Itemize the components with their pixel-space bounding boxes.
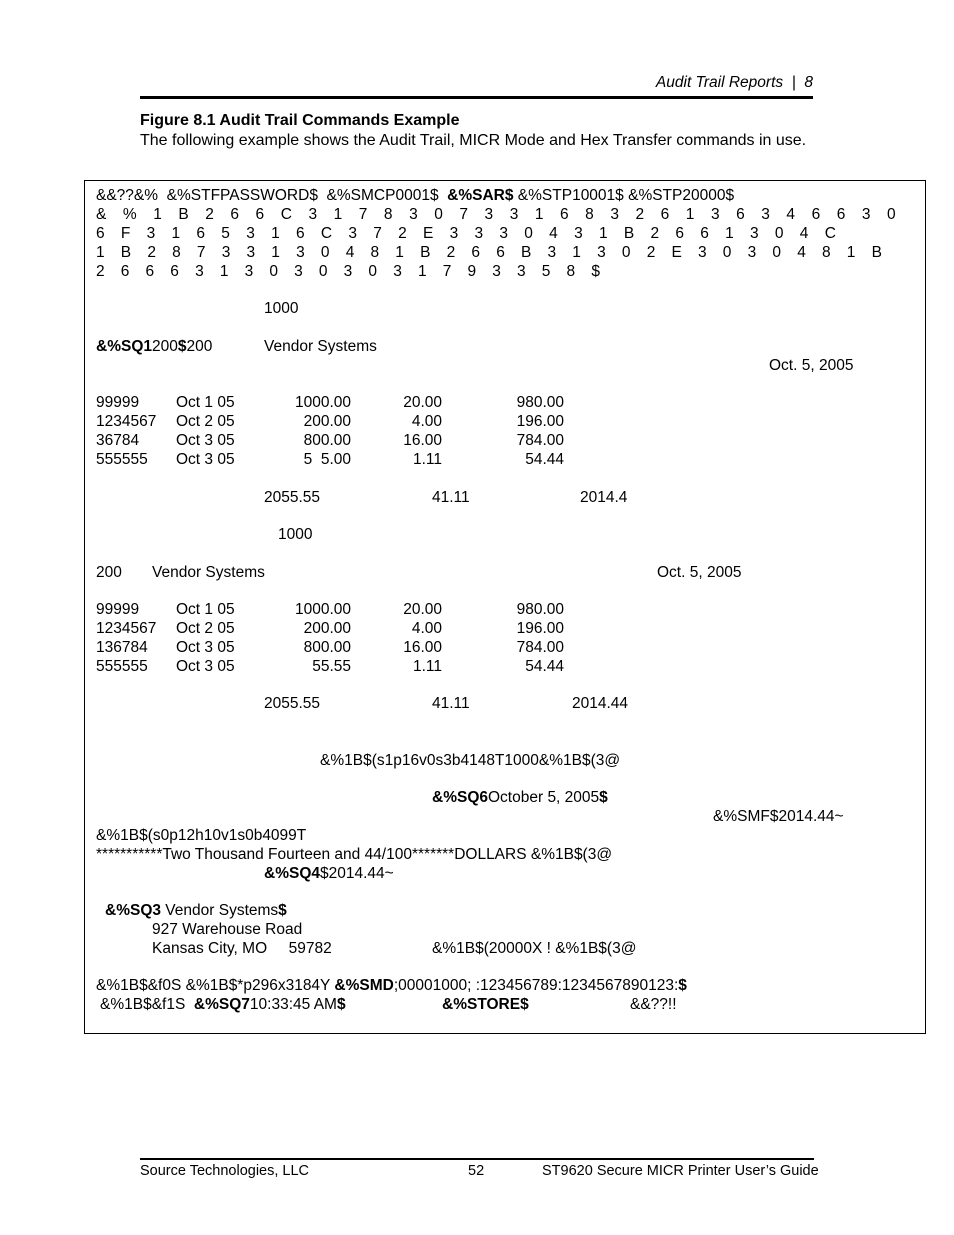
hex-row <box>96 262 600 281</box>
vendor-name: Vendor Systems <box>264 338 377 355</box>
hex-char: 0 <box>434 206 443 223</box>
hex-char: 3 <box>244 263 254 280</box>
hex-char: 1 <box>572 244 581 261</box>
hex-char: 3 <box>492 263 501 280</box>
hex-char: 1 <box>725 225 734 242</box>
hex-char: 6 <box>230 206 240 223</box>
hex-char: 3 <box>449 225 459 242</box>
hex-char: 6 <box>170 263 179 280</box>
hex-char: 5 <box>221 225 230 242</box>
hex-char: 1 <box>685 206 695 223</box>
hex-char: 3 <box>393 263 402 280</box>
store-command: &%STORE$ <box>442 996 529 1013</box>
table-cell: 99999 <box>96 601 140 618</box>
hex-char: 6 <box>471 244 481 261</box>
hex-char: 2 <box>650 225 660 242</box>
hex-char: 3 <box>761 206 770 223</box>
table-cell: Oct 1 05 <box>176 601 235 618</box>
table-cell: 99999 <box>96 394 140 411</box>
hex-char: 1 <box>96 244 105 261</box>
hex-char: 8 <box>566 263 576 280</box>
hex-char: 1 <box>395 244 404 261</box>
hex-char: 4 <box>799 225 809 242</box>
hex-char: 3 <box>484 206 494 223</box>
hex-char: B <box>623 225 635 242</box>
total-net: 2014.4 <box>580 489 628 506</box>
hex-char: 6 <box>660 206 670 223</box>
hex-char: B <box>420 244 431 261</box>
smf-command: &%SMF$2014.44~ <box>713 808 844 825</box>
hex-row <box>96 243 882 262</box>
hex-char: 3 <box>308 206 318 223</box>
footer-guide-title: ST9620 Secure MICR Printer User’s Guide <box>542 1163 819 1179</box>
hex-char: 3 <box>698 244 707 261</box>
smd-command: &%1B$&f0S &%1B$*p296x3184Y &%SMD;00001000; :123456789:1234567890123:$ <box>96 977 687 994</box>
hex-char: 0 <box>621 244 631 261</box>
total-net: 2014.44 <box>572 695 629 712</box>
table-cell: 200.00 <box>303 620 351 637</box>
hex-char: 1 <box>271 225 280 242</box>
hex-char: 1 <box>271 244 280 261</box>
hex-char: 0 <box>524 225 533 242</box>
hex-char: 3 <box>474 225 484 242</box>
total-discount: 41.11 <box>432 695 470 712</box>
hex-char: 3 <box>146 225 156 242</box>
table-cell: 4.00 <box>411 620 442 637</box>
hex-char: 3 <box>195 263 204 280</box>
hex-char: 0 <box>320 244 330 261</box>
table-cell: 136784 <box>96 639 148 656</box>
hex-char: E <box>671 244 682 261</box>
hex-char: 8 <box>821 244 831 261</box>
hex-char: 2 <box>147 244 156 261</box>
hex-char: 6 <box>496 244 505 261</box>
table-cell: 1234567 <box>96 620 157 637</box>
hex-char: 1 <box>534 206 544 223</box>
table-cell: 16.00 <box>403 639 442 656</box>
table-cell: 4.00 <box>411 413 442 430</box>
hex-char: B <box>520 244 532 261</box>
hex-char: 6 <box>836 206 846 223</box>
hex-char: 6 <box>560 206 569 223</box>
hex-char: 7 <box>459 206 468 223</box>
table-cell: Oct 3 05 <box>176 639 235 656</box>
table-cell: 20.00 <box>403 601 442 618</box>
footer-company: Source Technologies, LLC <box>140 1163 310 1179</box>
hex-char: 6 <box>811 206 821 223</box>
table-cell: Oct 1 05 <box>176 394 235 411</box>
table-cell: 55.55 <box>312 658 351 675</box>
table-cell: 784.00 <box>516 432 564 449</box>
hex-char: 1 <box>219 263 229 280</box>
hex-char: E <box>423 225 434 242</box>
hex-char: 4 <box>549 225 558 242</box>
hex-char: 3 <box>710 206 720 223</box>
table-cell: 784.00 <box>516 639 564 656</box>
hex-char: 6 <box>96 225 105 242</box>
address-line: Kansas City, MO 59782 <box>152 940 332 957</box>
hex-char: B <box>871 244 882 261</box>
hex-char: 3 <box>747 244 757 261</box>
table-cell: 1000.00 <box>294 394 351 411</box>
sq1-command: &%SQ1200$200 <box>96 338 213 355</box>
hex-char: 3 <box>610 206 619 223</box>
table-cell: 36784 <box>96 432 140 449</box>
hex-char: 0 <box>368 263 378 280</box>
hex-char: 8 <box>172 244 181 261</box>
table-cell: 555555 <box>96 658 148 675</box>
hex-char: 6 <box>675 225 684 242</box>
hex-char: 3 <box>296 244 305 261</box>
hex-char: 3 <box>597 244 606 261</box>
hex-char: 1 <box>417 263 427 280</box>
hex-char: 8 <box>370 244 380 261</box>
hex-char: % <box>122 206 137 223</box>
table-cell: 16.00 <box>403 432 442 449</box>
table-cell: 54.44 <box>525 451 564 468</box>
vendor-name: Vendor Systems <box>152 564 265 581</box>
sq3-command: &%SQ3 Vendor Systems$ <box>105 902 287 919</box>
vendor-id: 200 <box>96 564 122 581</box>
amount-in-words: ***********Two Thousand Fourteen and 44/100*******DOLLARS &%1B$(3@ <box>96 846 613 863</box>
table-cell: 20.00 <box>403 394 442 411</box>
check-date: Oct. 5, 2005 <box>657 564 742 581</box>
address-line: 927 Warehouse Road <box>152 921 303 938</box>
hex-char: 1 <box>153 206 162 223</box>
table-cell: 800.00 <box>303 639 351 656</box>
hex-row <box>96 224 836 243</box>
table-cell: 1.11 <box>412 451 442 468</box>
hex-char: 9 <box>467 263 477 280</box>
header-rule <box>140 96 813 99</box>
hex-char: 3 <box>499 225 509 242</box>
hex-char: 3 <box>246 244 256 261</box>
end-command: &&??!! <box>630 996 677 1013</box>
sq7-command: &%1B$&f1S &%SQ710:33:45 AM$ <box>100 996 346 1013</box>
hex-char: 6 <box>120 263 130 280</box>
table-cell: Oct 3 05 <box>176 451 235 468</box>
hex-char: 0 <box>318 263 328 280</box>
hex-char: 4 <box>797 244 806 261</box>
hex-char: 1 <box>846 244 856 261</box>
hex-char: 3 <box>509 206 519 223</box>
hex-char: 3 <box>343 263 353 280</box>
hex-char: B <box>178 206 189 223</box>
font-select-command: &%1B$(s0p12h10v1s0b4099T <box>96 827 307 844</box>
hex-char: 2 <box>96 263 105 280</box>
table-cell: 1000.00 <box>294 601 351 618</box>
total-amount: 2055.55 <box>264 695 321 712</box>
table-cell: 980.00 <box>516 601 564 618</box>
table-cell: Oct 3 05 <box>176 432 235 449</box>
hex-char: C <box>320 225 333 242</box>
table-cell: 200.00 <box>303 413 351 430</box>
hex-char: 7 <box>373 225 382 242</box>
hex-char: 6 <box>255 206 265 223</box>
hex-char: 0 <box>772 244 782 261</box>
hex-char: 0 <box>722 244 732 261</box>
hex-char: 6 <box>196 225 206 242</box>
table-cell: 1234567 <box>96 413 157 430</box>
hex-char: F <box>120 225 131 242</box>
hex-char: 5 <box>541 263 551 280</box>
hex-char: 8 <box>585 206 594 223</box>
table-cell: 800.00 <box>303 432 351 449</box>
total-amount: 2055.55 <box>264 489 321 506</box>
hex-char: 2 <box>205 206 214 223</box>
hex-char: 3 <box>348 225 357 242</box>
hex-char: C <box>824 225 836 242</box>
hex-char: 2 <box>646 244 656 261</box>
table-cell: Oct 2 05 <box>176 413 235 430</box>
hex-char: 6 <box>736 206 745 223</box>
sq6-command: &%SQ6October 5, 2005$ <box>432 789 608 806</box>
hex-char: 3 <box>409 206 418 223</box>
hex-char: 4 <box>786 206 796 223</box>
address-code: &%1B$(20000X ! &%1B$(3@ <box>432 940 637 957</box>
hex-char: 7 <box>442 263 452 280</box>
table-cell: 196.00 <box>516 413 564 430</box>
hex-char: 3 <box>221 244 231 261</box>
hex-char: 3 <box>750 225 759 242</box>
hex-char: 1 <box>171 225 181 242</box>
hex-char: 3 <box>861 206 871 223</box>
hex-char: 8 <box>383 206 393 223</box>
hex-char: 6 <box>145 263 155 280</box>
hex-char: B <box>120 244 132 261</box>
figure-title: Figure 8.1 Audit Trail Commands Example <box>140 112 460 129</box>
page-number: 52 <box>468 1163 485 1179</box>
hex-char: 0 <box>269 263 278 280</box>
check-number: 1000 <box>264 300 299 317</box>
hex-char: 3 <box>547 244 557 261</box>
hex-char: 3 <box>517 263 526 280</box>
hex-char: 3 <box>294 263 303 280</box>
hex-char: 0 <box>774 225 784 242</box>
table-cell: 54.44 <box>525 658 564 675</box>
hex-char: 1 <box>598 225 608 242</box>
hex-char: 1 <box>333 206 343 223</box>
hex-char: 6 <box>295 225 305 242</box>
hex-char: 4 <box>345 244 355 261</box>
hex-char: $ <box>591 263 600 280</box>
hex-char: 3 <box>246 225 255 242</box>
hex-row <box>96 205 896 224</box>
table-cell: Oct 3 05 <box>176 658 235 675</box>
running-header: Audit Trail Reports | 8 <box>655 74 813 91</box>
table-cell: 1.11 <box>412 658 442 675</box>
micr-font-command: &%1B$(s1p16v0s3b4148T1000&%1B$(3@ <box>320 752 621 769</box>
footer-rule <box>140 1158 814 1160</box>
hex-char: 0 <box>887 206 896 223</box>
table-cell: Oct 2 05 <box>176 620 235 637</box>
hex-char: 2 <box>398 225 407 242</box>
table-cell: 980.00 <box>516 394 564 411</box>
table-cell: 555555 <box>96 451 148 468</box>
total-discount: 41.11 <box>432 489 470 506</box>
hex-char: 2 <box>446 244 456 261</box>
hex-char: 7 <box>358 206 368 223</box>
check-date: Oct. 5, 2005 <box>769 357 854 374</box>
hex-char: C <box>280 206 292 223</box>
table-cell: 5 5.00 <box>303 451 351 468</box>
command-line-1: &&??&% &%STFPASSWORD$ &%SMCP0001$ &%SAR$ &%STP10001$ &%STP20000$ <box>96 187 735 204</box>
hex-char: & <box>96 206 107 223</box>
hex-char: 7 <box>196 244 206 261</box>
sq4-command: &%SQ4$2014.44~ <box>264 865 394 882</box>
check-number: 1000 <box>278 526 313 543</box>
figure-description: The following example shows the Audit Trail, MICR Mode and Hex Transfer commands in use. <box>140 132 807 149</box>
hex-char: 3 <box>574 225 583 242</box>
table-cell: 196.00 <box>516 620 564 637</box>
hex-char: 2 <box>635 206 645 223</box>
hex-char: 6 <box>700 225 709 242</box>
